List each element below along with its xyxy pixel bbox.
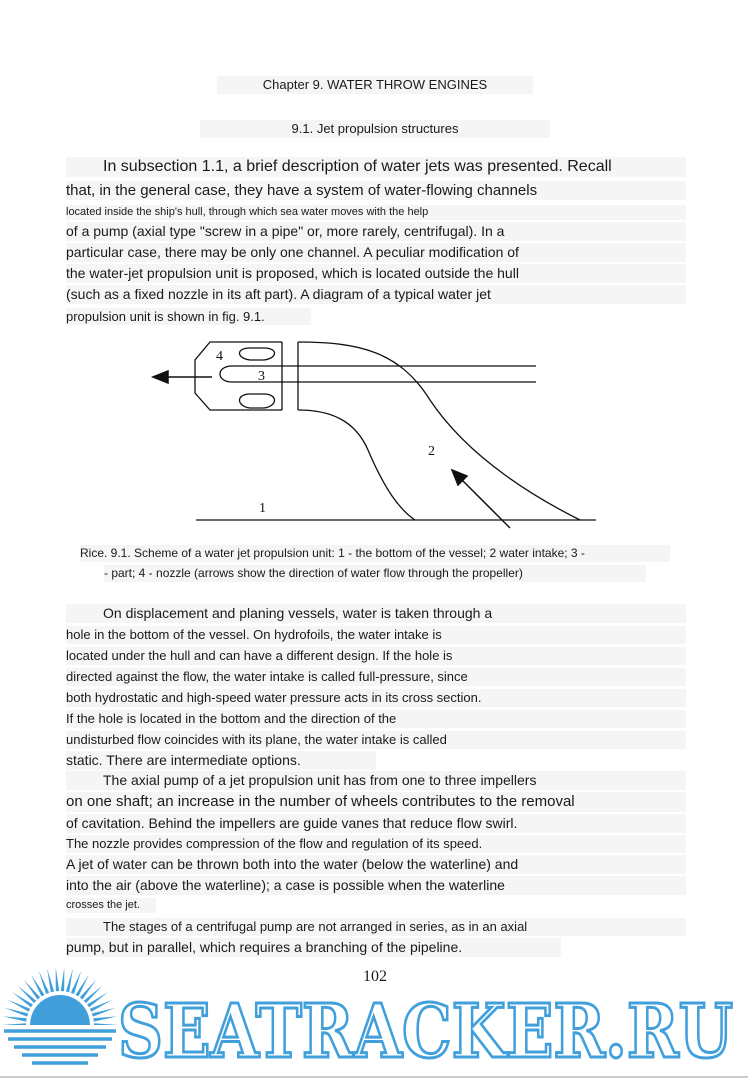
paragraph-line: propulsion unit is shown in fig. 9.1. xyxy=(66,308,311,325)
inflow-arrow xyxy=(452,470,510,528)
section-title: 9.1. Jet propulsion structures xyxy=(200,120,550,138)
shaft xyxy=(220,366,536,382)
figure-caption-line-1: Rice. 9.1. Scheme of a water jet propulsion unit: 1 - the bottom of the vessel; 2 water intake; 3 - xyxy=(80,545,670,562)
sun-ray xyxy=(84,986,103,1004)
paragraph-line: into the air (above the waterline); a case is possible when the waterline xyxy=(66,876,686,895)
paragraph-line: both hydrostatic and high-speed water pressure acts in its cross section. xyxy=(66,689,686,707)
watermark-text: SEATRACKER.RU xyxy=(118,989,733,1075)
paragraph-line: directed against the flow, the water intake is called full-pressure, since xyxy=(66,668,686,686)
paragraph-line: hole in the bottom of the vessel. On hydrofoils, the water intake is xyxy=(66,626,686,644)
sun-ray xyxy=(61,967,65,991)
sun-ray xyxy=(47,969,54,993)
figure-label-4: 4 xyxy=(216,349,223,364)
seatracker-watermark xyxy=(0,965,748,1075)
impeller-hub xyxy=(240,348,275,408)
sun-ray xyxy=(24,980,40,1000)
paragraph-line: If the hole is located in the bottom and the direction of the xyxy=(66,710,686,728)
paragraph-line: (such as a fixed nozzle in its aft part). A diagram of a typical water jet xyxy=(66,285,686,304)
sun-ray xyxy=(66,969,73,993)
outflow-arrow xyxy=(153,371,212,383)
paragraph-line: On displacement and planing vessels, water is taken through a xyxy=(66,604,686,623)
paragraph-line: The nozzle provides compression of the flow and regulation of its speed. xyxy=(66,835,686,853)
paragraph-line: located under the hull and can have a different design. If the hole is xyxy=(66,647,686,665)
paragraph-line: that, in the general case, they have a system of water-flowing channels xyxy=(66,181,686,200)
figure-label-3: 3 xyxy=(258,369,265,384)
paragraph-line: the water-jet propulsion unit is proposed, which is located outside the hull xyxy=(66,264,686,283)
intake-duct-upper xyxy=(298,342,580,520)
sun-ray xyxy=(80,980,96,1000)
paragraph-line: located inside the ship's hull, through which sea water moves with the help xyxy=(66,205,686,220)
page-number: 102 xyxy=(363,968,387,985)
nozzle-outline xyxy=(195,342,282,410)
paragraph-line: pump, but in parallel, which requires a branching of the pipeline. xyxy=(66,938,561,957)
sun-ray xyxy=(87,992,108,1007)
sun-ray xyxy=(56,967,60,991)
paragraph-line: of cavitation. Behind the impellers are guide vanes that reduce flow swirl. xyxy=(66,814,686,833)
page-bottom-rule xyxy=(0,1076,748,1078)
paragraph-line: static. There are intermediate options. xyxy=(66,751,376,770)
paragraph-line: on one shaft; an increase in the number of wheels contributes to the removal xyxy=(66,792,686,812)
sun-ray xyxy=(76,975,90,997)
paragraph-line: In subsection 1.1, a brief description of water jets was presented. Recall xyxy=(66,157,686,177)
paragraph-line: The axial pump of a jet propulsion unit has from one to three impellers xyxy=(66,771,686,790)
water-jet-diagram xyxy=(0,330,748,540)
figure-caption-line-2: - part; 4 - nozzle (arrows show the direction of water flow through the propeller) xyxy=(104,565,646,582)
sun-ray xyxy=(3,1016,27,1021)
guide-vanes xyxy=(282,342,298,410)
paragraph-line: of a pump (axial type "screw in a pipe" or, more rarely, centrifugal). In a xyxy=(66,222,686,241)
sun-ray xyxy=(31,975,45,997)
paragraph-line: undisturbed flow coincides with its plane, the water intake is called xyxy=(66,731,686,749)
figure-label-2: 2 xyxy=(428,444,435,459)
paragraph-line: particular case, there may be only one channel. A peculiar modification of xyxy=(66,243,686,262)
intake-duct-lower xyxy=(298,410,415,520)
chapter-title: Chapter 9. WATER THROW ENGINES xyxy=(217,76,533,94)
paragraph-line: The stages of a centrifugal pump are not arranged in series, as in an axial xyxy=(66,918,686,936)
sun-ray xyxy=(12,992,33,1007)
figure-label-1: 1 xyxy=(259,501,266,516)
paragraph-line: crosses the jet. xyxy=(66,898,156,913)
sun-logo-icon xyxy=(0,967,120,1075)
paragraph-line: A jet of water can be thrown both into the water (below the waterline) and xyxy=(66,855,686,874)
sun-ray xyxy=(18,986,37,1004)
sun-ray xyxy=(93,1016,117,1021)
